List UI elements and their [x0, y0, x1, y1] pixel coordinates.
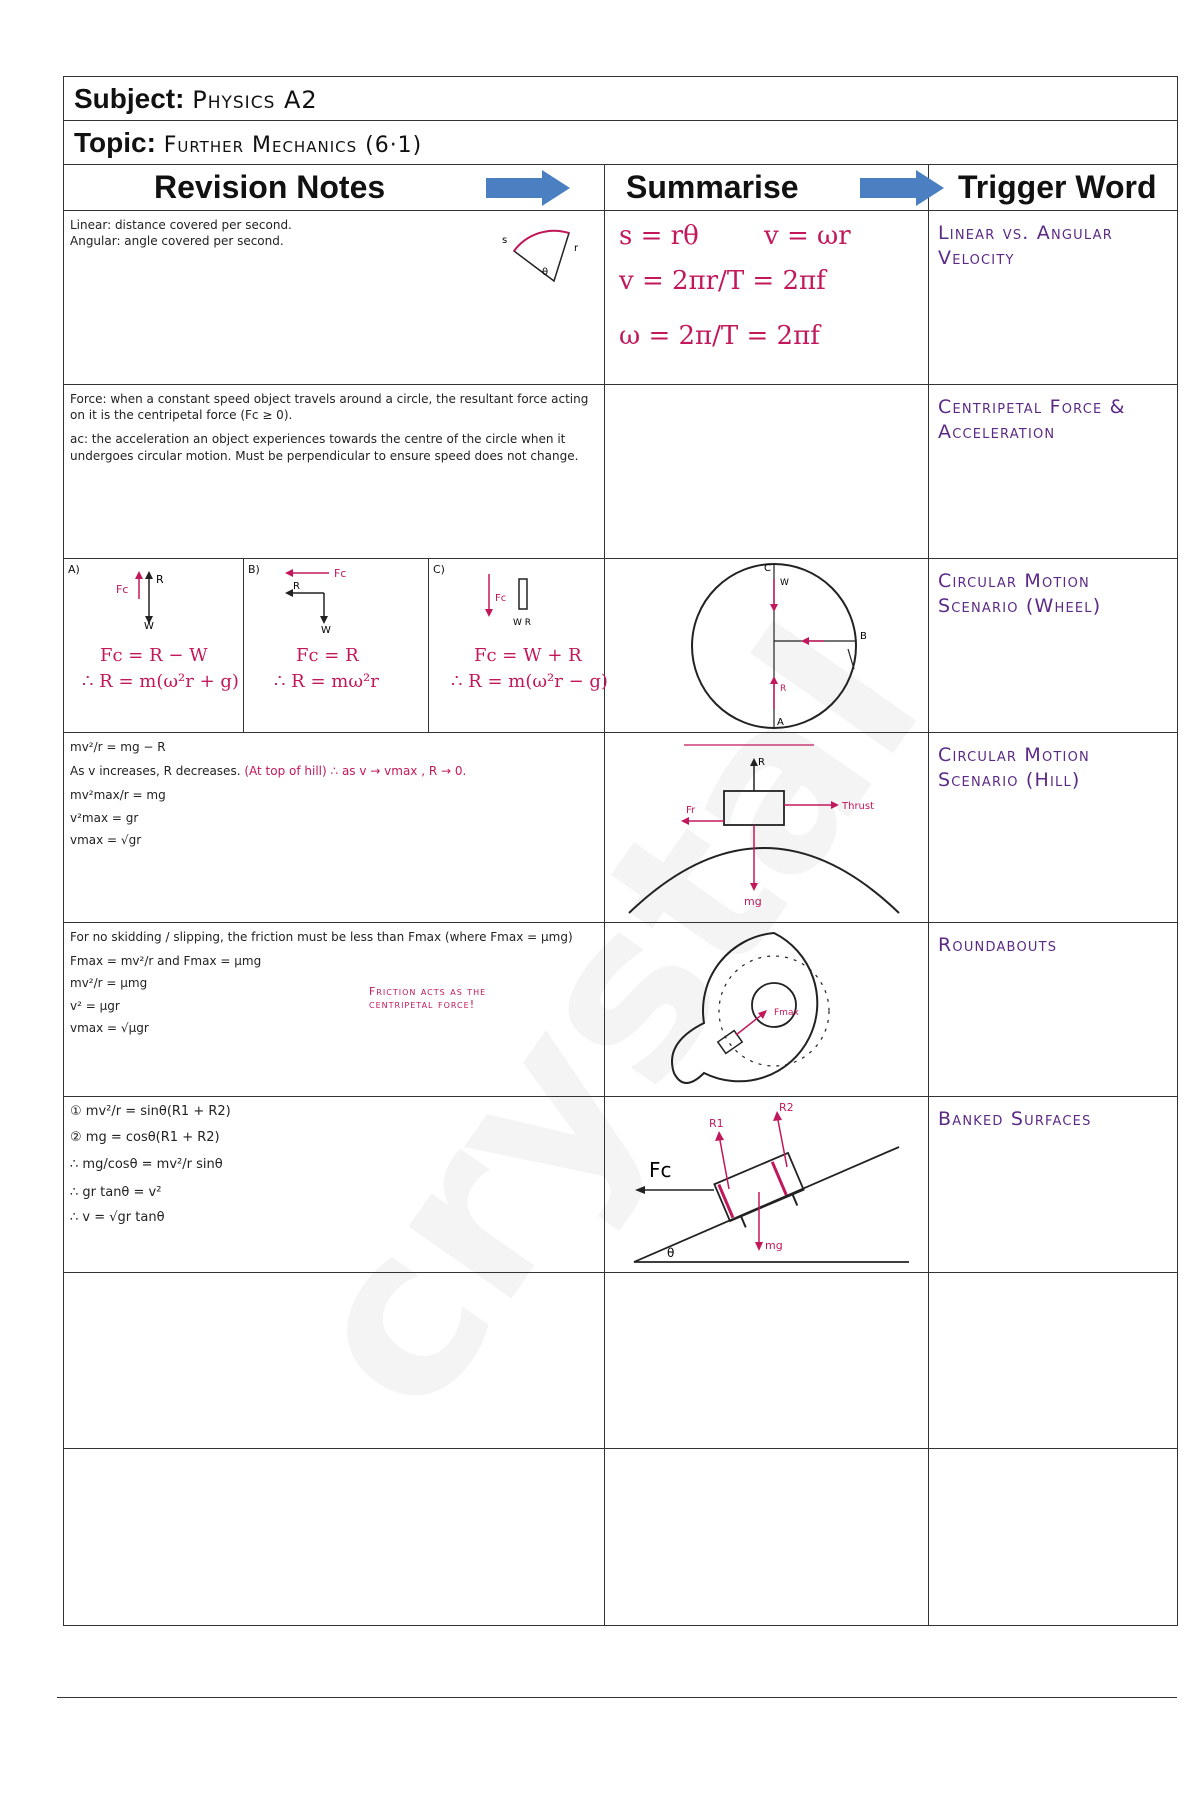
notes-row [64, 1097, 1177, 1273]
scenario-a-cell [64, 559, 244, 732]
column-header-trigger: Trigger Word [958, 169, 1157, 205]
note-pink: Friction acts as the centripetal force! [369, 985, 487, 1011]
trigger-word: Banked Surfaces [938, 1108, 1092, 1130]
trigger-word: Roundabouts [938, 934, 1058, 956]
notes-row [64, 733, 1177, 923]
column-divider [604, 165, 605, 210]
note-line: mv²max/r = mg [70, 788, 166, 803]
column-header-summarise: Summarise [626, 169, 799, 205]
column-divider [604, 1449, 605, 1625]
worksheet-table [63, 76, 1178, 1626]
formula: ∴ R = m(ω²r − g) [451, 671, 608, 692]
sector-theta-label: θ [542, 267, 549, 278]
formula: ∴ R = mω²r [274, 671, 379, 692]
note-text: As v increases, R decreases. [70, 764, 241, 779]
trigger-word: Centripetal Force & Acceleration [938, 396, 1126, 443]
note-line: vmax = √μgr [70, 1020, 149, 1035]
scenario-b-cell [244, 559, 429, 732]
subject-value: Physics A2 [192, 86, 318, 114]
label-wr: W R [513, 618, 532, 628]
note-line: Fmax = mv²/r and Fmax = μmg [70, 954, 262, 969]
note-line: ac: the acceleration an object experiences towards the centre of the circle when it undergoes circular motion. Must be perpendicular to ensure speed does not change. [70, 432, 579, 463]
note-line: ② mg = cosθ(R1 + R2) [70, 1129, 220, 1145]
sector-r-label: r [574, 243, 579, 254]
bank-label-fc: Fc [649, 1158, 672, 1182]
arrow-right-icon [484, 168, 574, 208]
column-divider [604, 1273, 605, 1448]
scenario-tag: B) [248, 563, 260, 576]
note-line: v²max = gr [70, 810, 139, 825]
notes-cell [64, 1097, 604, 1272]
scenario-c-cell [429, 559, 608, 732]
note-line: v² = μgr [70, 998, 120, 1013]
note-line: vmax = √gr [70, 832, 142, 847]
roundabout-label-fmax: Fmax [774, 1008, 799, 1018]
formula-velocity: v = ωr [764, 221, 851, 251]
roundabout-diagram [624, 923, 924, 1097]
empty-row [64, 1449, 1177, 1625]
column-divider [604, 923, 605, 1096]
topic-row [64, 121, 1177, 165]
scenario-tag: C) [433, 563, 445, 576]
subject-row [64, 77, 1177, 121]
note-line: Angular: angle covered per second. [70, 234, 284, 249]
bank-label-theta: θ [667, 1246, 675, 1260]
note-line: mv²/r = μmg [70, 976, 148, 991]
note-line: ∴ mg/cosθ = mv²/r sinθ [70, 1157, 223, 1173]
wheel-label-w: W [780, 578, 789, 588]
wheel-label-r: R [780, 684, 787, 694]
notes-row [64, 559, 1177, 733]
hill-label-fr: Fr [686, 805, 696, 816]
column-header-notes: Revision Notes [154, 169, 386, 205]
note-line: Force: when a constant speed object travels around a circle, the resultant force acting on it is the centripetal force (Fc ≥ 0). [70, 392, 589, 423]
bank-label-mg: mg [765, 1239, 783, 1252]
label-fc: Fc [116, 583, 129, 596]
hill-label-r: R [758, 757, 765, 768]
label-w: W [144, 621, 154, 629]
column-divider [928, 1449, 929, 1625]
label-fc: Fc [334, 567, 347, 580]
label-r: R [293, 581, 300, 592]
trigger-word: Circular Motion Scenario (Wheel) [938, 570, 1102, 617]
empty-row [64, 1273, 1177, 1449]
sector-diagram [494, 221, 594, 301]
note-text-pink: (At top of hill) ∴ as v → vmax , R → 0. [244, 764, 467, 779]
hill-label-thrust: Thrust [842, 801, 875, 812]
wheel-label-a: A [777, 717, 784, 728]
notes-cell [64, 733, 604, 922]
note-line: ∴ gr tanθ = v² [70, 1184, 162, 1200]
note-line: For no skidding / slipping, the friction must be less than Fmax (where Fmax = μmg) [70, 930, 573, 944]
note-line: ① mv²/r = sinθ(R1 + R2) [70, 1104, 231, 1119]
hill-label-mg: mg [744, 895, 762, 908]
topic-value: Further Mechanics (6·1) [163, 133, 423, 158]
arrow-right-icon [858, 168, 948, 208]
notes-cell [64, 385, 604, 558]
trigger-word: Linear vs. Angular Velocity [938, 222, 1113, 269]
note-line: Linear: distance covered per second. [70, 218, 292, 232]
formula: Fc = R [296, 645, 359, 666]
wheel-diagram [624, 559, 924, 733]
force-diagram-c [469, 569, 569, 629]
hill-diagram [614, 733, 924, 923]
trigger-word: Circular Motion Scenario (Hill) [938, 744, 1090, 791]
column-divider [604, 1097, 605, 1272]
column-header-row [64, 165, 1177, 211]
note-line: ∴ v = √gr tanθ [70, 1210, 165, 1226]
subject-label: Subject: [74, 83, 185, 114]
column-divider [604, 211, 605, 384]
notes-row [64, 385, 1177, 559]
label-w: W [321, 625, 331, 633]
notes-row [64, 923, 1177, 1097]
formula-omega: ω = 2π/T = 2πf [619, 321, 820, 351]
formula-period: v = 2πr/T = 2πf [619, 266, 826, 296]
force-diagram-b [279, 563, 399, 633]
column-divider [928, 1273, 929, 1448]
force-diagram-a [94, 569, 204, 629]
column-divider [604, 733, 605, 922]
column-divider [604, 385, 605, 558]
formula-arc: s = rθ [619, 221, 699, 251]
note-line [70, 763, 598, 779]
column-divider [604, 559, 605, 732]
wheel-label-b: B [860, 631, 867, 642]
wheel-label-c: C [764, 563, 771, 574]
formula: ∴ R = m(ω²r + g) [82, 671, 239, 692]
banked-diagram [619, 1097, 924, 1273]
footer-rule [57, 1697, 1177, 1698]
topic-label: Topic: [74, 127, 156, 158]
formula: Fc = W + R [474, 645, 582, 666]
notes-row [64, 211, 1177, 385]
bank-label-r1: R1 [709, 1117, 724, 1130]
label-r: R [156, 573, 164, 586]
label-fc: Fc [495, 593, 507, 604]
formula: Fc = R − W [100, 645, 208, 666]
bank-label-r2: R2 [779, 1101, 794, 1114]
note-line: mv²/r = mg − R [70, 740, 166, 754]
sector-s-label: s [502, 235, 508, 246]
scenario-tag: A) [68, 563, 80, 576]
